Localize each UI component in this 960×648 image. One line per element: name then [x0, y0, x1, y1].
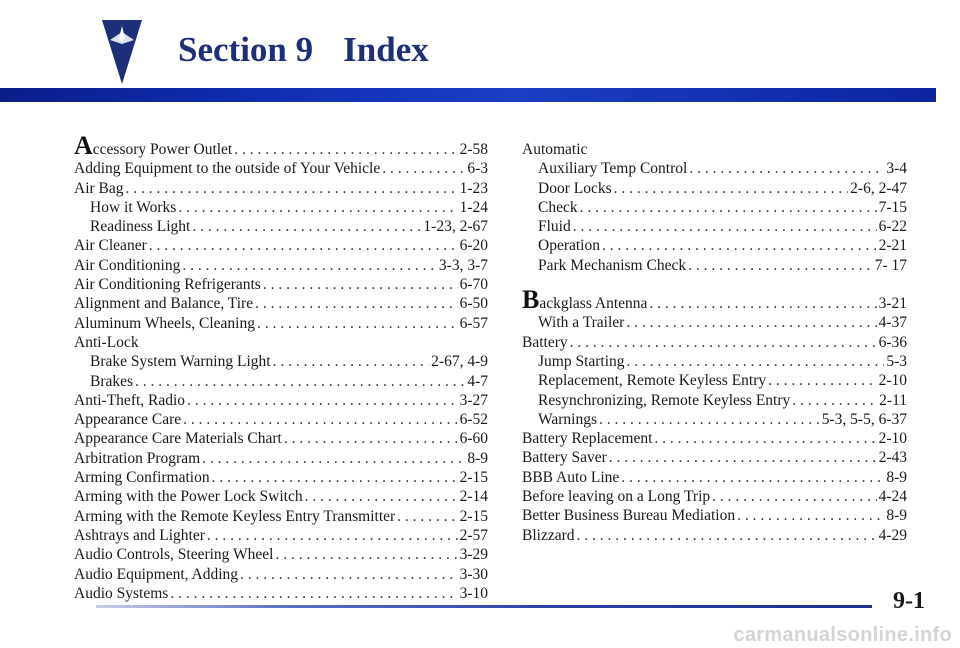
entry-label: Air Conditioning Refrigerants [74, 276, 261, 294]
index-entry [74, 429, 488, 448]
page-reference: 2-6, 2-47 [850, 179, 907, 197]
entry-label: Check [538, 198, 578, 216]
leader-dots [126, 179, 458, 198]
page-reference: 6-20 [459, 237, 488, 255]
index-entry [74, 159, 488, 178]
page-reference: 6-36 [878, 333, 907, 351]
leader-dots [577, 526, 877, 545]
page-reference: 7-15 [878, 198, 907, 216]
page-reference: 6-60 [459, 430, 488, 448]
page-reference: 3-4 [886, 160, 907, 178]
page-reference: 2-14 [459, 488, 488, 506]
page-number: 9-1 [893, 588, 925, 614]
entry-label: Park Mechanism Check [538, 256, 687, 274]
index-entry [74, 507, 488, 526]
entry-label [74, 131, 233, 160]
entry-label: Arbitration Program [74, 449, 201, 467]
index-entry [522, 429, 907, 448]
entry-label: Battery [522, 333, 568, 351]
entry-label: Better Business Bureau Mediation [522, 507, 736, 525]
index-entry [74, 236, 488, 255]
leader-dots [737, 506, 884, 525]
leader-dots [234, 140, 457, 159]
entry-label: Arming Confirmation [74, 469, 210, 487]
page-reference: 6-52 [459, 411, 488, 429]
page-reference: 6-22 [878, 218, 907, 236]
entry-label: Anti-Lock [74, 333, 139, 351]
page-reference: 5-3, 5-5, 6-37 [821, 410, 907, 428]
leader-dots [573, 217, 877, 236]
leader-dots [149, 236, 458, 255]
index-entry [74, 294, 488, 313]
section-label: Section 9 [178, 30, 314, 69]
entry-label: Blizzard [522, 526, 575, 544]
index-entry [522, 217, 907, 236]
index-entry [74, 487, 488, 506]
entry-label: Ashtrays and Lighter [74, 526, 205, 544]
entry-label: Automatic [522, 141, 588, 158]
leader-dots [183, 410, 457, 429]
page-reference: 1-24 [459, 198, 488, 216]
index-column-right [522, 140, 907, 545]
index-entry [522, 410, 907, 429]
index-entry [74, 449, 488, 468]
index-entry [522, 468, 907, 487]
index-entry [74, 410, 488, 429]
entry-label: Door Locks [538, 179, 612, 197]
entry-label: Before leaving on a Long Trip [522, 488, 711, 506]
entry-label: Arming with the Remote Keyless Entry Transmitter [74, 507, 396, 525]
leader-dots [688, 256, 873, 275]
index-entry [522, 179, 907, 198]
entry-label: With a Trailer [538, 314, 625, 332]
page-reference: 2-10 [878, 430, 907, 448]
page-reference: 8-9 [886, 507, 907, 525]
entry-label [522, 285, 648, 315]
index-entry [74, 217, 488, 236]
index-entry [522, 371, 907, 390]
entry-label: Air Cleaner [74, 237, 147, 255]
index-title: Index [343, 30, 429, 69]
entry-label: Resynchronizing, Remote Keyless Entry [538, 391, 791, 409]
leader-dots [135, 372, 465, 391]
index-entry [74, 391, 488, 410]
index-entry [522, 256, 907, 275]
footer-rule [96, 605, 872, 608]
index-entry [522, 198, 907, 217]
leader-dots [255, 294, 457, 313]
entry-label: How it Works [90, 198, 177, 216]
leader-dots [397, 507, 457, 526]
entry-label: Fluid [538, 218, 571, 236]
leader-dots [602, 236, 877, 255]
leader-dots [382, 159, 465, 178]
leader-dots [187, 391, 458, 410]
index-entry [522, 391, 907, 410]
entry-label: Jump Starting [538, 352, 625, 370]
page-reference: 6-70 [459, 276, 488, 294]
leader-dots [621, 468, 884, 487]
leader-dots [712, 487, 876, 506]
page-reference: 3-10 [459, 584, 488, 602]
index-entry [74, 584, 488, 603]
entry-label: Alignment and Balance, Tire [74, 295, 254, 313]
leader-dots [263, 275, 458, 294]
page-reference: 2-58 [459, 141, 488, 158]
index-entry [522, 506, 907, 525]
leader-dots [580, 198, 877, 217]
index-entry [74, 526, 488, 545]
leader-dots [654, 429, 876, 448]
entry-label: Appearance Care Materials Chart [74, 430, 282, 448]
pontiac-arrowhead-logo [100, 18, 144, 86]
entry-label: Warnings [538, 410, 598, 428]
entry-label-rest: ackglass Antenna [539, 295, 648, 313]
index-entry [522, 159, 907, 178]
index-entry [74, 372, 488, 391]
index-entry [74, 179, 488, 198]
leader-dots [614, 179, 849, 198]
entry-label: Audio Controls, Steering Wheel [74, 546, 274, 564]
leader-dots [768, 371, 876, 390]
page-reference: 1-23, 2-67 [423, 218, 488, 236]
entry-label: Appearance Care [74, 411, 182, 429]
index-entry [522, 313, 907, 332]
page-reference: 1-23 [459, 179, 488, 197]
index-heading [522, 140, 907, 159]
page-reference: 6-50 [459, 295, 488, 313]
leader-dots [192, 217, 421, 236]
index-entry [74, 131, 488, 160]
entry-label: Anti-Theft, Radio [74, 391, 186, 409]
index-entry [522, 448, 907, 467]
leader-dots [689, 159, 884, 178]
page-reference: 7- 17 [874, 256, 907, 274]
page-reference: 3-29 [459, 546, 488, 564]
page-reference: 8-9 [886, 468, 907, 486]
leader-dots [792, 391, 877, 410]
page-reference: 6-57 [459, 314, 488, 332]
index-entry [522, 352, 907, 371]
page-reference: 2-21 [878, 237, 907, 255]
leader-dots [627, 352, 885, 371]
page-reference: 2-10 [878, 372, 907, 390]
leader-dots [178, 198, 457, 217]
index-entry [74, 352, 488, 371]
index-entry [522, 333, 907, 352]
index-entry [522, 285, 907, 315]
entry-label: Brakes [90, 372, 134, 390]
index-entry [74, 468, 488, 487]
drop-cap: A [74, 131, 93, 160]
entry-label: BBB Auto Line [522, 468, 620, 486]
index-entry [74, 275, 488, 294]
leader-dots [257, 314, 458, 333]
page-reference: 8-9 [467, 449, 488, 467]
leader-dots [275, 545, 457, 564]
entry-label: Arming with the Power Lock Switch [74, 488, 303, 506]
header-rule-bar [0, 88, 936, 102]
entry-label: Aluminum Wheels, Cleaning [74, 314, 255, 332]
page-reference: 4-29 [878, 526, 907, 544]
index-heading [74, 333, 488, 352]
leader-dots [240, 565, 458, 584]
leader-dots [182, 256, 437, 275]
page-reference: 3-30 [459, 565, 488, 583]
entry-label: Auxiliary Temp Control [538, 160, 688, 178]
page-reference: 2-43 [878, 449, 907, 467]
leader-dots [599, 410, 820, 429]
index-column-left [74, 131, 488, 603]
entry-label: Audio Equipment, Adding [74, 565, 239, 583]
page-title [178, 30, 429, 70]
page-reference: 2-11 [879, 391, 907, 409]
entry-label: Audio Systems [74, 584, 169, 602]
entry-label: Operation [538, 237, 600, 255]
index-entry [74, 565, 488, 584]
page-reference: 2-15 [459, 507, 488, 525]
page-reference: 5-3 [886, 352, 907, 370]
entry-label: Battery Saver [522, 449, 607, 467]
section-spacer [522, 275, 907, 294]
index-entry [74, 256, 488, 275]
page-reference: 3-3, 3-7 [438, 256, 488, 274]
page-reference: 3-27 [459, 391, 488, 409]
index-entry [522, 236, 907, 255]
leader-dots [202, 449, 465, 468]
leader-dots [305, 487, 458, 506]
leader-dots [207, 526, 458, 545]
index-entry [522, 487, 907, 506]
entry-label: Air Bag [74, 179, 124, 197]
drop-cap: B [522, 285, 540, 315]
index-entry [74, 545, 488, 564]
page-reference: 4-37 [878, 314, 907, 332]
entry-label: Adding Equipment to the outside of Your Vehicle [74, 160, 381, 178]
leader-dots [212, 468, 458, 487]
index-entry [74, 314, 488, 333]
entry-label: Air Conditioning [74, 256, 181, 274]
index-entry [522, 526, 907, 545]
page-reference: 6-3 [467, 160, 488, 178]
entry-label-rest: ccessory Power Outlet [92, 141, 233, 158]
page-reference: 4-7 [467, 372, 488, 390]
entry-label: Readiness Light [90, 218, 191, 236]
page-reference: 2-57 [459, 526, 488, 544]
page-reference: 2-15 [459, 469, 488, 487]
leader-dots [649, 294, 876, 313]
page-reference: 4-24 [878, 488, 907, 506]
leader-dots [626, 313, 876, 332]
entry-label: Brake System Warning Light [90, 353, 271, 371]
leader-dots [609, 448, 877, 467]
leader-dots [570, 333, 877, 352]
leader-dots [170, 584, 457, 603]
index-entry [74, 198, 488, 217]
page-reference: 3-21 [878, 295, 907, 313]
leader-dots [284, 429, 458, 448]
entry-label: Battery Replacement [522, 430, 653, 448]
watermark: carmanualsonline.info [733, 624, 952, 646]
entry-label: Replacement, Remote Keyless Entry [538, 372, 767, 390]
leader-dots [273, 352, 430, 371]
page-reference: 2-67, 4-9 [431, 353, 488, 371]
